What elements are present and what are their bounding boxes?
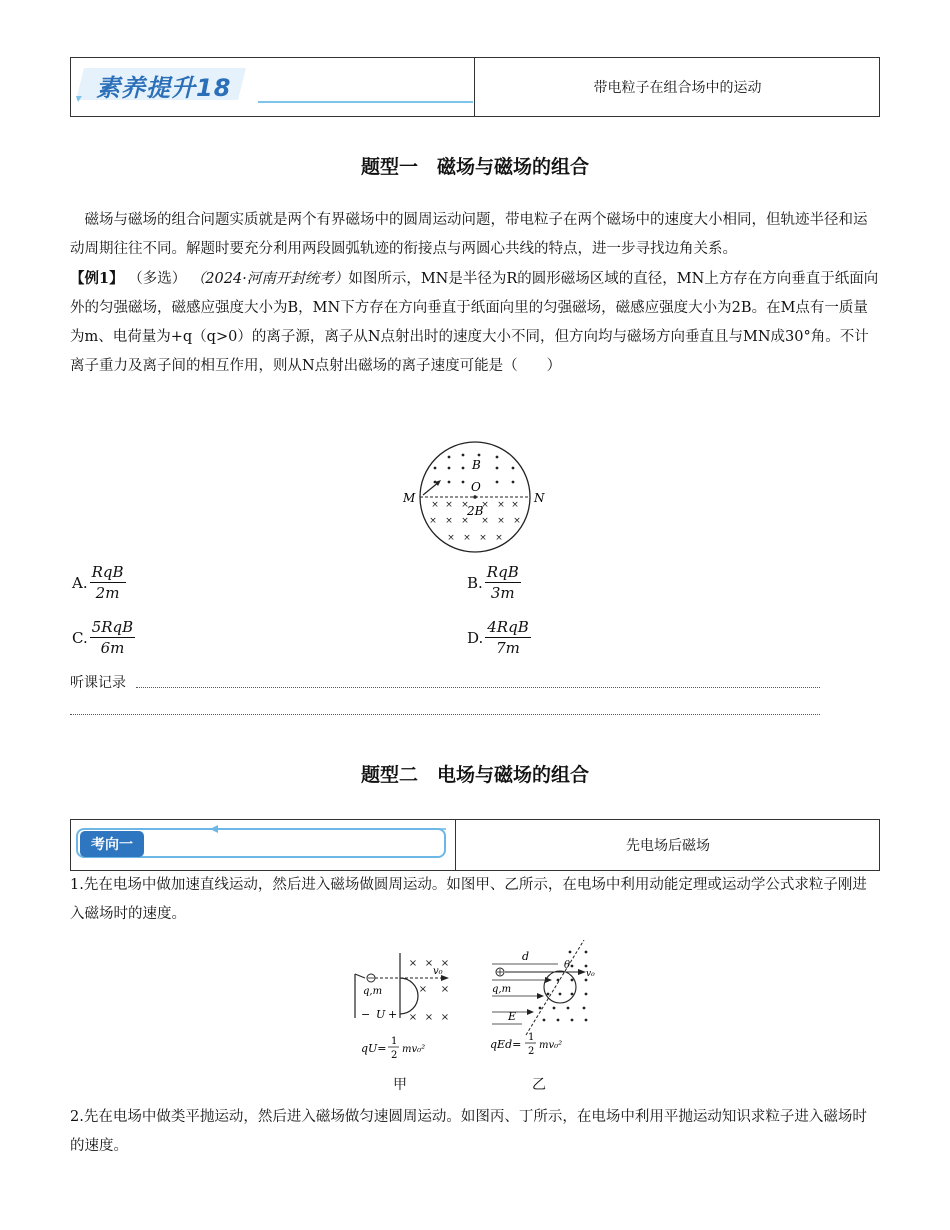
svg-text:×: × <box>481 516 489 526</box>
option-c[interactable] <box>72 617 135 658</box>
svg-text:×: × <box>497 516 505 526</box>
option-b-fraction <box>485 562 521 603</box>
section2-title: 题型二 电场与磁场的组合 <box>360 764 589 786</box>
option-d-label: D. <box>467 628 484 647</box>
figure-yi <box>488 940 608 1068</box>
option-b-label: B. <box>467 573 483 592</box>
option-a-num: RqB <box>91 563 124 581</box>
svg-text:×: × <box>440 1012 450 1023</box>
label-B: B <box>472 458 481 472</box>
option-c-num: 5RqB <box>91 618 134 636</box>
yi-E: E <box>508 1010 517 1023</box>
kaoxiang-badge: 考向一 <box>80 831 144 857</box>
label-M: M <box>403 491 416 505</box>
svg-text:×: × <box>445 516 453 526</box>
svg-text:×: × <box>461 500 469 510</box>
example-tag: 【例1】 <box>70 270 124 287</box>
option-a-den: 2m <box>95 584 120 602</box>
jia-formula-den: 2 <box>391 1050 398 1061</box>
label-2B: 2B <box>467 504 484 518</box>
option-a[interactable] <box>72 562 126 603</box>
option-b-num: RqB <box>486 563 519 581</box>
notes-line-2[interactable] <box>70 714 820 715</box>
option-a-label: A. <box>72 573 88 592</box>
option-d[interactable] <box>467 617 531 658</box>
yi-v0: v₀ <box>586 969 595 979</box>
svg-text:×: × <box>479 533 487 543</box>
svg-text:×: × <box>511 500 519 510</box>
svg-text:×: × <box>495 533 503 543</box>
jia-formula-num: 1 <box>391 1036 398 1047</box>
section2-p2: 2.先在电场中做类平抛运动，然后进入磁场做匀速圆周运动。如图丙、丁所示，在电场中利用平抛运动知识求粒子进入磁场时的速度。 <box>70 1109 867 1154</box>
svg-text:×: × <box>408 1012 418 1023</box>
jia-formula-left: qU= <box>361 1042 387 1055</box>
option-d-num: 4RqB <box>487 618 529 636</box>
yi-formula-right: mv₀² <box>539 1040 563 1051</box>
yi-theta: θ <box>564 960 571 971</box>
jia-plus: + <box>388 1008 398 1021</box>
svg-text:×: × <box>463 533 471 543</box>
svg-text:×: × <box>445 500 453 510</box>
section1-body <box>70 206 880 381</box>
example-source: （2024·河南开封统考） <box>190 271 349 287</box>
option-b-den: 3m <box>490 584 515 602</box>
example-type: （多选） <box>128 271 187 287</box>
svg-text:×: × <box>424 958 434 969</box>
jia-formula-right: mv₀² <box>402 1044 426 1055</box>
svg-text:×: × <box>424 1012 434 1023</box>
figure-jia <box>345 948 465 1068</box>
svg-text:×: × <box>418 984 428 995</box>
jia-U: U <box>376 1008 386 1021</box>
option-c-label: C. <box>72 628 88 647</box>
kaoxiang-arrow <box>210 824 450 834</box>
yi-formula-num: 1 <box>528 1032 535 1043</box>
jia-minus: − <box>361 1008 371 1021</box>
svg-text:×: × <box>447 533 455 543</box>
badge-underline <box>258 101 473 103</box>
svg-text:×: × <box>440 958 450 969</box>
yi-d: d <box>522 950 530 963</box>
kaoxiang-title: 先电场后磁场 <box>626 838 710 854</box>
yi-formula-den: 2 <box>528 1046 535 1057</box>
svg-text:×: × <box>461 516 469 526</box>
yi-formula-left: qEd= <box>490 1038 522 1051</box>
section1-intro: 磁场与磁场的组合问题实质就是两个有界磁场中的圆周运动问题，带电粒子在两个磁场中的速度大小相同，但轨迹半径和运动周期往往不同。解题时要充分利用两段圆弧轨迹的衔接点与两圆心共线的特点，进一步寻找边角关系。 <box>70 212 868 257</box>
section2-p1: 1.先在电场中做加速直线运动，然后进入磁场做圆周运动。如图甲、乙所示，在电场中利用动能定理或运动学公式求粒子刚进入磁场时的速度。 <box>70 877 867 922</box>
svg-text:×: × <box>513 516 521 526</box>
label-O: O <box>471 480 481 494</box>
caption-yi: 乙 <box>532 1077 546 1093</box>
svg-text:×: × <box>408 958 418 969</box>
svg-text:×: × <box>429 516 437 526</box>
svg-text:×: × <box>431 500 439 510</box>
option-d-den: 7m <box>496 639 520 657</box>
jia-v0: v₀ <box>433 966 443 977</box>
label-N: N <box>534 491 545 505</box>
section-badge: 素养提升18 <box>96 74 232 102</box>
svg-text:×: × <box>440 984 450 995</box>
svg-text:×: × <box>497 500 505 510</box>
jia-qm: q,m <box>363 986 383 997</box>
option-c-den: 6m <box>100 639 125 657</box>
notes-label: 听课记录 <box>70 675 126 691</box>
option-a-fraction <box>90 562 126 603</box>
example1 <box>70 264 880 381</box>
section1-title: 题型一 磁场与磁场的组合 <box>360 156 589 178</box>
notes-line-1[interactable] <box>136 687 820 688</box>
header-title: 带电粒子在组合场中的运动 <box>593 80 762 96</box>
example-text: 如图所示，MN是半径为R的圆形磁场区域的直径，MN上方存在方向垂直于纸面向外的匀强磁场，磁感应强度大小为B，MN下方存在方向垂直于纸面向里的匀强磁场，磁感应强度大小为2B。在M点有一质量为m、电荷量为+q（q>0）的离子源，离子从N点射出时的速度大小不同，但方向均与磁场方向垂直且与MN成30°角。不计离子重力及离子间的相互作用，则从N点射出磁场的离子速度可能是（ ） <box>70 271 879 374</box>
option-d-fraction <box>485 617 530 658</box>
svg-text:×: × <box>481 500 489 510</box>
option-c-fraction <box>90 617 135 658</box>
yi-qm: q,m <box>492 984 512 995</box>
option-b[interactable] <box>467 562 521 603</box>
caption-jia: 甲 <box>393 1077 407 1093</box>
magnetic-field-figure <box>395 435 555 555</box>
